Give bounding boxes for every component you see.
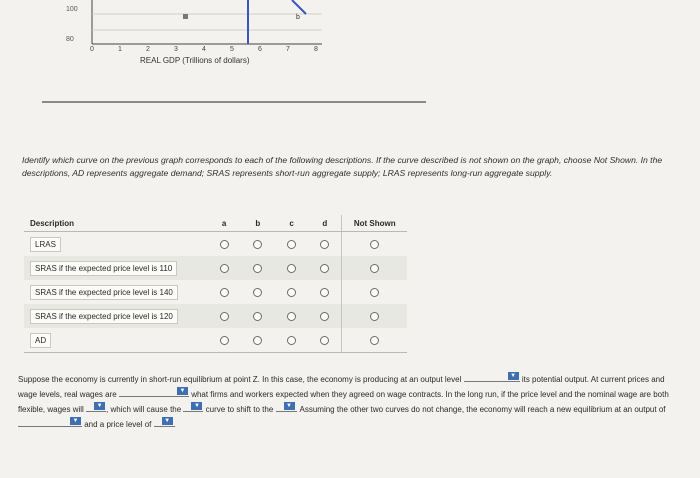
header-b: b bbox=[241, 215, 275, 232]
radio-a[interactable] bbox=[220, 264, 229, 273]
real-wages-dropdown[interactable] bbox=[119, 387, 189, 397]
radio-a[interactable] bbox=[220, 288, 229, 297]
header-d: d bbox=[308, 215, 342, 232]
table-header-row bbox=[24, 215, 407, 232]
x-tick-label: 3 bbox=[174, 46, 178, 53]
radio-b[interactable] bbox=[253, 336, 262, 345]
x-tick-label: 0 bbox=[90, 46, 94, 53]
radio-d[interactable] bbox=[320, 336, 329, 345]
radio-d[interactable] bbox=[320, 312, 329, 321]
curve-label: b bbox=[296, 14, 300, 21]
wages-direction-dropdown[interactable] bbox=[86, 402, 106, 412]
chevron-down-icon: ▼ bbox=[162, 417, 173, 425]
x-tick-label: 2 bbox=[146, 46, 150, 53]
row-description-label: SRAS if the expected price level is 140 bbox=[30, 285, 178, 300]
radio-b[interactable] bbox=[253, 312, 262, 321]
chevron-down-icon: ▼ bbox=[70, 417, 81, 425]
graph-plot-area bbox=[60, 0, 360, 50]
graph-fragment bbox=[60, 0, 360, 65]
point-marker[interactable] bbox=[183, 14, 188, 19]
chevron-down-icon: ▼ bbox=[284, 402, 295, 410]
radio-a[interactable] bbox=[220, 312, 229, 321]
radio-a[interactable] bbox=[220, 336, 229, 345]
radio-not-shown[interactable] bbox=[370, 336, 379, 345]
new-output-dropdown[interactable] bbox=[18, 417, 82, 427]
x-tick-label: 6 bbox=[258, 46, 262, 53]
paragraph-text: curve to shift to the bbox=[205, 405, 274, 414]
row-description-label: SRAS if the expected price level is 120 bbox=[30, 309, 178, 324]
chevron-down-icon: ▼ bbox=[191, 402, 202, 410]
paragraph-text: and a price level of bbox=[84, 420, 152, 429]
header-c: c bbox=[275, 215, 308, 232]
x-tick-label: 8 bbox=[314, 46, 318, 53]
x-tick-label: 5 bbox=[230, 46, 234, 53]
radio-d[interactable] bbox=[320, 240, 329, 249]
radio-not-shown[interactable] bbox=[370, 312, 379, 321]
radio-not-shown[interactable] bbox=[370, 240, 379, 249]
section-divider bbox=[42, 101, 426, 103]
x-axis-label: REAL GDP (Trillions of dollars) bbox=[140, 56, 250, 65]
x-tick-label: 4 bbox=[202, 46, 206, 53]
shift-direction-dropdown[interactable] bbox=[276, 402, 296, 412]
curve-dropdown[interactable] bbox=[183, 402, 203, 412]
chevron-down-icon: ▼ bbox=[177, 387, 188, 395]
radio-not-shown[interactable] bbox=[370, 288, 379, 297]
price-level-dropdown[interactable] bbox=[154, 417, 174, 427]
row-description-label: LRAS bbox=[30, 237, 61, 252]
row-description bbox=[24, 328, 207, 353]
question-paragraph bbox=[18, 372, 678, 432]
paragraph-text: . bbox=[173, 420, 176, 429]
row-description bbox=[24, 280, 207, 304]
paragraph-text: Suppose the economy is currently in short-run equilibrium at point Z. In this case, the economy is producing at an output level bbox=[18, 375, 462, 384]
curve-identification-table bbox=[24, 215, 407, 353]
radio-c[interactable] bbox=[287, 312, 296, 321]
table-row bbox=[24, 304, 407, 328]
paragraph-text: , which will cause the bbox=[106, 405, 182, 414]
radio-c[interactable] bbox=[287, 336, 296, 345]
table-row bbox=[24, 256, 407, 280]
row-description bbox=[24, 232, 207, 257]
table-row bbox=[24, 232, 407, 257]
radio-c[interactable] bbox=[287, 264, 296, 273]
y-tick-label: 80 bbox=[66, 36, 74, 43]
x-tick-label: 1 bbox=[118, 46, 122, 53]
chevron-down-icon: ▼ bbox=[508, 372, 519, 380]
row-description-label: SRAS if the expected price level is 110 bbox=[30, 261, 177, 276]
radio-c[interactable] bbox=[287, 240, 296, 249]
chevron-down-icon: ▼ bbox=[94, 402, 105, 410]
radio-d[interactable] bbox=[320, 264, 329, 273]
y-tick-label: 100 bbox=[66, 6, 78, 13]
header-description: Description bbox=[24, 215, 207, 232]
row-description-label: AD bbox=[30, 333, 51, 348]
row-description bbox=[24, 256, 207, 280]
radio-a[interactable] bbox=[220, 240, 229, 249]
radio-d[interactable] bbox=[320, 288, 329, 297]
instructions-text: Identify which curve on the previous graph corresponds to each of the following descriptions. If the curve described is not shown on the graph, choose Not Shown. In the descriptions, AD represents aggregate demand; SRAS represents short-run aggregate supply; LRAS represents long-run aggregate supply. bbox=[22, 155, 663, 178]
paragraph-text: its potential output. At current prices and wage levels, real wages are bbox=[18, 375, 665, 399]
output-level-dropdown[interactable] bbox=[464, 372, 520, 382]
radio-b[interactable] bbox=[253, 288, 262, 297]
radio-b[interactable] bbox=[253, 264, 262, 273]
x-tick-label: 7 bbox=[286, 46, 290, 53]
radio-b[interactable] bbox=[253, 240, 262, 249]
paragraph-text: . Assuming the other two curves do not change, the economy will reach a new equilibrium at an output of bbox=[295, 405, 666, 414]
paragraph-text: what firms and workers expected when they agreed on wage contracts. In the long run, if the price level and the nominal wage are both flexible, wages will bbox=[18, 390, 669, 414]
row-description bbox=[24, 304, 207, 328]
radio-c[interactable] bbox=[287, 288, 296, 297]
header-not-shown: Not Shown bbox=[342, 215, 407, 232]
header-a: a bbox=[207, 215, 240, 232]
radio-not-shown[interactable] bbox=[370, 264, 379, 273]
table-row bbox=[24, 280, 407, 304]
table-row bbox=[24, 328, 407, 353]
sras-curve[interactable] bbox=[292, 0, 306, 14]
